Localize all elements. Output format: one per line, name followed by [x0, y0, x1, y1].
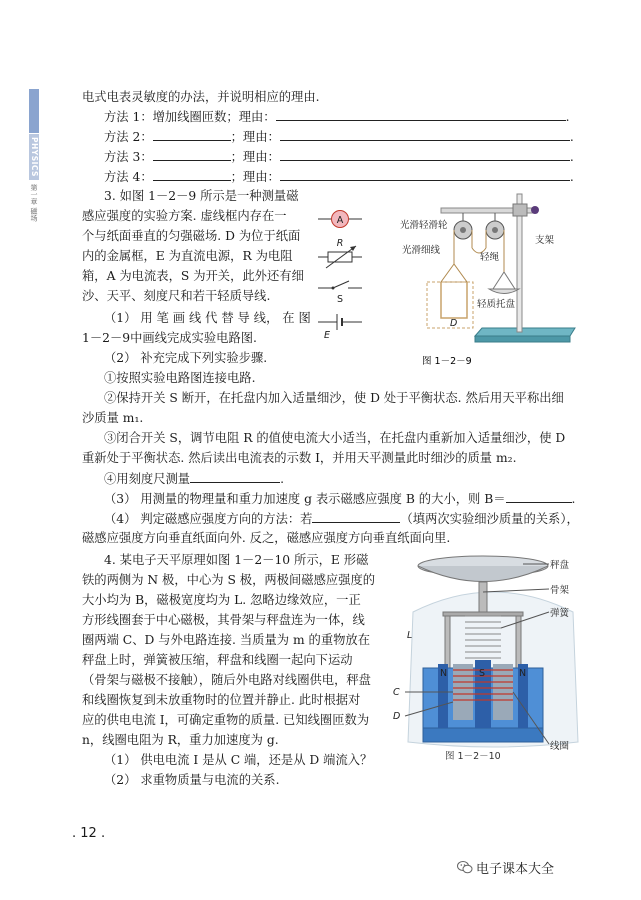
- q4-line-1: 4. 某电子天平原理如图 1－2－10 所示，E 形磁: [104, 553, 369, 567]
- q3-part3-text: （3） 用测量的物理量和重力加速度 g 表示磁感应强度 B 的大小，则 B＝: [104, 492, 506, 506]
- method-1-reason-blank: [276, 107, 566, 121]
- q3-line-2: 感应强度的实验方案. 虚线框内存在一: [82, 209, 287, 223]
- page-number: . 12 .: [72, 826, 106, 841]
- method-3-label: 方法 3：: [104, 150, 153, 164]
- method-3-mid: ；理由：: [230, 150, 280, 164]
- q3-part3-end: .: [571, 492, 576, 506]
- fig-label-C: C: [393, 687, 400, 698]
- q3-line-10: ①按照实验电路图连接电路.: [104, 371, 256, 385]
- fig-label-D: D: [393, 711, 401, 722]
- q3-part4-text-a: （4） 判定磁感应强度方向的方法：若: [104, 512, 313, 526]
- figure-1-2-9-caption: 图 1－2－9: [422, 356, 472, 367]
- method-4-end: .: [569, 170, 574, 184]
- fig-label-frame: 骨架: [550, 585, 570, 596]
- q3-part3: [104, 489, 575, 509]
- fig-label-N2: N: [519, 668, 527, 679]
- method-2-mid: ；理由：: [230, 130, 280, 144]
- resistor-letter: R: [336, 238, 344, 249]
- method-4: [104, 167, 574, 187]
- fig-label-spring: 弹簧: [550, 608, 570, 619]
- q4-line-8: 和线圈恢复到未放重物时的位置并静止. 此时根据对: [82, 693, 361, 707]
- fig-label-stand: 支架: [535, 235, 555, 246]
- figure-1-2-10: [383, 552, 598, 767]
- fig-label-S: S: [479, 668, 486, 679]
- q3-line-7: （1） 用 笔 画 线 代 替 导 线， 在 图: [104, 311, 311, 325]
- fig-label-coil: 线圈: [550, 741, 570, 752]
- side-tab-chapter: 第一章 磁场: [30, 184, 38, 222]
- q4-line-11: （1） 供电电流 I 是从 C 端，还是从 D 端流入？: [104, 753, 373, 767]
- q3-part4: [104, 509, 579, 529]
- side-tab-physics: PHYSICS: [29, 134, 39, 180]
- q3-step3-line2: 重新处于平衡状态. 然后读出电流表的示数 I，并用天平测量此时细沙的质量 m₂.: [82, 451, 517, 465]
- method-4-blank: [153, 167, 231, 181]
- resistor-box-symbol: [328, 252, 352, 262]
- fig-label-N1: N: [440, 668, 448, 679]
- figure-1-2-10-caption: 图 1－2－10: [445, 751, 501, 762]
- q3-line-6: 沙、天平、刻度尺和若干轻质导线.: [82, 289, 271, 303]
- method-2-label: 方法 2：: [104, 130, 153, 144]
- q3-line-1: 3. 如图 1－2－9 所示是一种测量磁: [104, 189, 299, 203]
- method-2-end: .: [569, 130, 574, 144]
- fig-label-pulley: 光滑轻滑轮: [400, 220, 448, 231]
- method-3-reason-blank: [280, 147, 570, 161]
- q3-part4-text-b: （填两次实验细沙质量的关系），: [400, 512, 579, 526]
- fig-label-rope: 轻绳: [480, 252, 500, 263]
- q3-line-5: 箱，A 为电流表，S 为开关，此外还有细: [82, 269, 304, 283]
- side-tab-bar: [29, 89, 39, 133]
- q4-line-5: 圈两端 C、D 与外电路连接. 当质量为 m 的重物放在: [82, 633, 371, 647]
- ammeter-letter: A: [336, 215, 344, 226]
- switch-letter: S: [336, 294, 344, 305]
- q3-step2-line1: ②保持开关 S 断开，在托盘内加入适量细沙，使 D 处于平衡状态. 然后用天平称出细: [104, 391, 564, 405]
- q3-step4: [104, 469, 284, 489]
- q3-line-4: 内的金属框，E 为直流电源，R 为电阻: [82, 249, 293, 263]
- method-1-end: .: [565, 110, 570, 124]
- fig-label-pan: 秤盘: [550, 560, 570, 571]
- method-4-label: 方法 4：: [104, 170, 153, 184]
- circuit-symbols: [316, 202, 366, 342]
- method-2-reason-blank: [280, 127, 570, 141]
- q3-line-9: （2） 补充完成下列实验步骤.: [104, 351, 268, 365]
- q3-step3-line1: ③闭合开关 S，调节电阻 R 的值使电流大小适当，在托盘内重新加入适量细沙，使 D: [104, 431, 566, 445]
- q4-line-10: n，线圈电阻为 R，重力加速度为 g.: [82, 733, 279, 747]
- wechat-icon: [457, 859, 473, 875]
- q3-part4-blank: [312, 509, 400, 523]
- method-2: [104, 127, 574, 147]
- method-1-label: 方法 1：增加线圈匝数；理由：: [104, 110, 276, 124]
- q4-line-3: 大小均为 B，磁极宽度均为 L. 忽略边缘效应，一正: [82, 593, 361, 607]
- q3-step4-end: .: [280, 472, 285, 486]
- fig-label-thread: 光滑细线: [402, 245, 441, 256]
- method-3-blank: [153, 147, 231, 161]
- q4-line-6: 秤盘上时，弹簧被压缩，秤盘和线圈一起向下运动: [82, 653, 353, 667]
- method-1: [104, 107, 570, 127]
- q3-line-3: 个与纸面垂直的匀强磁场. D 为位于纸面: [82, 229, 301, 243]
- fig-label-tray: 轻质托盘: [477, 299, 516, 310]
- q3-part4-line2: 磁感应强度方向垂直纸面向外. 反之，磁感应强度方向垂直纸面向里.: [82, 531, 451, 545]
- method-2-blank: [153, 127, 231, 141]
- fig-label-L: L: [407, 630, 413, 641]
- intro-line: 电式电表灵敏度的办法，并说明相应的理由.: [82, 90, 320, 104]
- fig-label-d: D: [450, 318, 458, 329]
- q3-step4-text: ④用刻度尺测量: [104, 472, 191, 486]
- q3-step4-blank: [190, 469, 280, 483]
- method-4-reason-blank: [280, 167, 570, 181]
- method-3: [104, 147, 574, 167]
- figure-1-2-9: [385, 186, 585, 371]
- q4-line-9: 应的供电电流 I，可确定重物的质量. 已知线圈匝数为: [82, 713, 370, 727]
- q3-step2-line2: 沙质量 m₁.: [82, 411, 144, 425]
- q3-part3-blank: [506, 489, 572, 503]
- q4-line-4: 方形线圈套于中心磁极，其骨架与秤盘连为一体，线: [82, 613, 365, 627]
- method-3-end: .: [569, 150, 574, 164]
- method-4-mid: ；理由：: [230, 170, 280, 184]
- q4-line-7: （骨架与磁极不接触），随后外电路对线圈供电，秤盘: [82, 673, 371, 687]
- q3-line-8: 1－2－9中画线完成实验电路图.: [82, 331, 257, 345]
- q4-line-12: （2） 求重物质量与电流的关系.: [104, 773, 280, 787]
- q4-line-2: 铁的两侧为 N 极，中心为 S 极，两极间磁感应强度的: [82, 573, 376, 587]
- battery-letter: E: [324, 330, 331, 341]
- watermark: 电子课本大全: [476, 862, 555, 877]
